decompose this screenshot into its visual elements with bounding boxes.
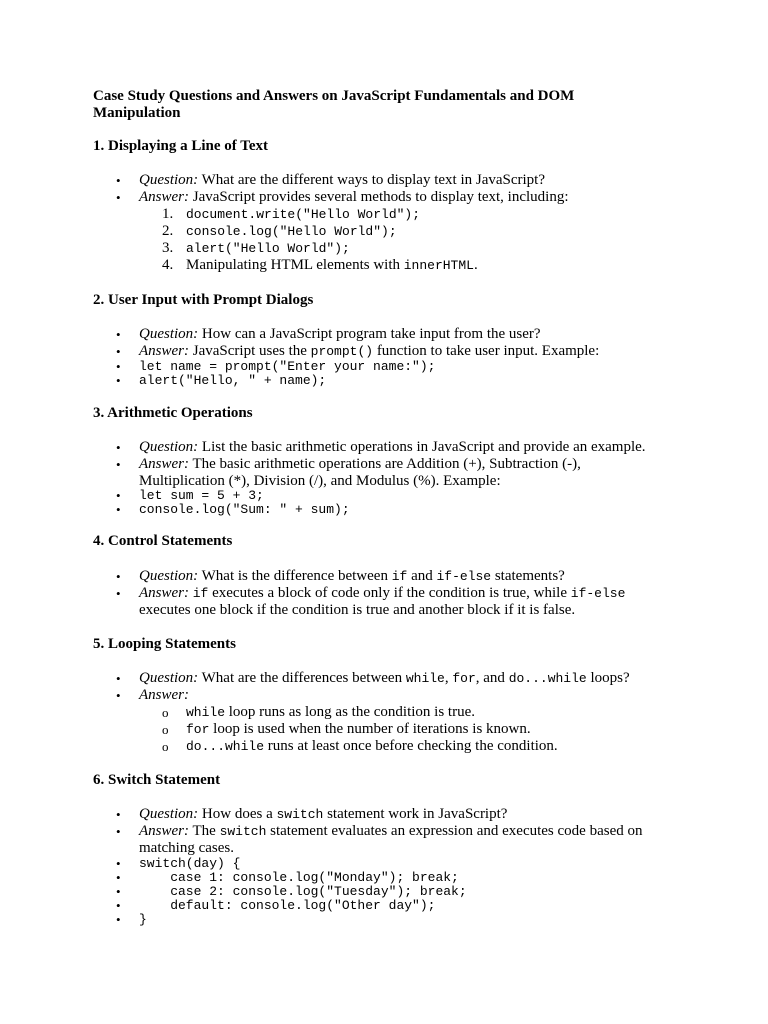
s5-sub-2: for loop is used when the number of iterations is known. bbox=[186, 721, 531, 737]
s6-code-3: case 2: console.log("Tuesday"); break; bbox=[139, 884, 467, 899]
section-3-heading: 3. Arithmetic Operations bbox=[93, 405, 253, 421]
bullet: • bbox=[116, 569, 121, 584]
s3-question: Question: List the basic arithmetic operations in JavaScript and provide an example. bbox=[139, 439, 646, 455]
bullet: • bbox=[116, 688, 121, 703]
title-line-1: Case Study Questions and Answers on JavaScript Fundamentals and DOM bbox=[93, 88, 575, 104]
bullet: • bbox=[116, 884, 121, 899]
s3-answer: Answer: The basic arithmetic operations are Addition (+), Subtraction (-), bbox=[139, 456, 581, 472]
s6-answer: Answer: The switch statement evaluates an expression and executes code based on bbox=[139, 823, 643, 839]
bullet: • bbox=[116, 440, 121, 455]
s2-question: Question: How can a JavaScript program take input from the user? bbox=[139, 326, 541, 342]
s1-question: Question: What are the different ways to display text in JavaScript? bbox=[139, 172, 546, 188]
title-line-2: Manipulation bbox=[93, 105, 181, 121]
bullet: • bbox=[116, 586, 121, 601]
s6-code-5: } bbox=[139, 912, 147, 927]
list-number: 3. bbox=[162, 240, 174, 256]
bullet: • bbox=[116, 856, 121, 871]
bullet: • bbox=[116, 898, 121, 913]
section-1-heading: 1. Displaying a Line of Text bbox=[93, 138, 269, 154]
bullet: • bbox=[116, 359, 121, 374]
section-2-heading: 2. User Input with Prompt Dialogs bbox=[93, 292, 314, 308]
s5-sub-3: do...while runs at least once before checking the condition. bbox=[186, 738, 558, 754]
s3-code-2: console.log("Sum: " + sum); bbox=[139, 502, 350, 517]
sub-bullet: o bbox=[162, 705, 169, 720]
section-4-heading: 4. Control Statements bbox=[93, 533, 233, 549]
document-title bbox=[93, 88, 574, 122]
s2-code-1: let name = prompt("Enter your name:"); bbox=[139, 359, 436, 374]
bullet: • bbox=[116, 671, 121, 686]
list-number: 4. bbox=[162, 257, 174, 273]
section-5-heading: 5. Looping Statements bbox=[93, 636, 236, 652]
bullet: • bbox=[116, 870, 121, 885]
list-number: 1. bbox=[162, 206, 174, 222]
s3-answer-cont: Multiplication (*), Division (/), and Modulus (%). Example: bbox=[139, 473, 501, 489]
bullet: • bbox=[116, 327, 121, 342]
s6-answer-cont: matching cases. bbox=[139, 840, 234, 856]
bullet: • bbox=[116, 373, 121, 388]
bullet: • bbox=[116, 502, 121, 517]
s6-code-1: switch(day) { bbox=[139, 856, 241, 871]
s1-item-3: alert("Hello World"); bbox=[186, 241, 350, 256]
bullet: • bbox=[116, 807, 121, 822]
s5-sub-1: while loop runs as long as the condition is true. bbox=[186, 704, 475, 720]
s4-answer-cont: executes one block if the condition is true and another block if it is false. bbox=[139, 602, 576, 618]
s2-answer: Answer: JavaScript uses the prompt() function to take user input. Example: bbox=[139, 343, 600, 359]
s2-code-2: alert("Hello, " + name); bbox=[139, 373, 327, 388]
s5-question: Question: What are the differences between while, for, and do...while loops? bbox=[139, 670, 630, 686]
s6-question: Question: How does a switch statement work in JavaScript? bbox=[139, 806, 508, 822]
s4-question: Question: What is the difference between if and if-else statements? bbox=[139, 568, 565, 584]
s3-code-1: let sum = 5 + 3; bbox=[139, 488, 264, 503]
s1-item-1: document.write("Hello World"); bbox=[186, 207, 421, 222]
s1-item-4: Manipulating HTML elements with innerHTML. bbox=[186, 257, 478, 273]
bullet: • bbox=[116, 488, 121, 503]
s1-answer: Answer: JavaScript provides several methods to display text, including: bbox=[139, 189, 569, 205]
bullet: • bbox=[116, 190, 121, 205]
bullet: • bbox=[116, 457, 121, 472]
list-number: 2. bbox=[162, 223, 174, 239]
bullet: • bbox=[116, 824, 121, 839]
s4-answer: Answer: if executes a block of code only if the condition is true, while if-else bbox=[139, 585, 626, 601]
s5-answer: Answer: bbox=[139, 687, 189, 703]
section-6-heading: 6. Switch Statement bbox=[93, 772, 221, 788]
bullet: • bbox=[116, 344, 121, 359]
bullet: • bbox=[116, 912, 121, 927]
sub-bullet: o bbox=[162, 722, 169, 737]
s6-code-2: case 1: console.log("Monday"); break; bbox=[139, 870, 459, 885]
sub-bullet: o bbox=[162, 739, 169, 754]
s1-item-2: console.log("Hello World"); bbox=[186, 224, 397, 239]
s6-code-4: default: console.log("Other day"); bbox=[139, 898, 436, 913]
bullet: • bbox=[116, 173, 121, 188]
